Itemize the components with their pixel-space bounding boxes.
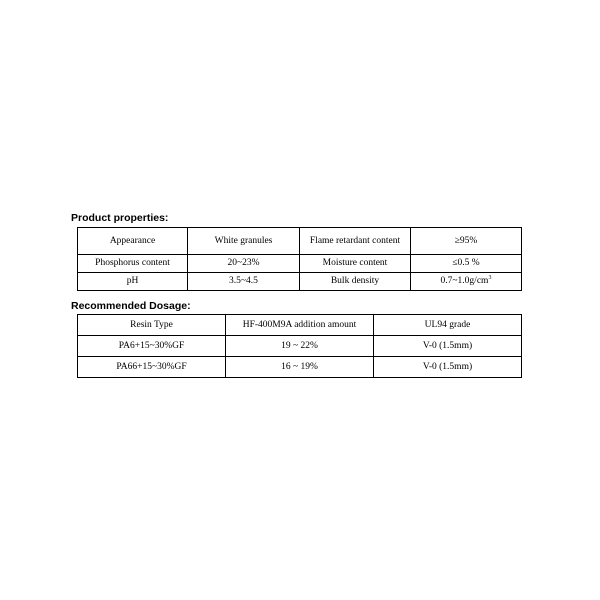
recommended-dosage-table [77,314,522,378]
property-value-moisture-content: ≤0.5 % [411,255,522,273]
table-row [78,357,522,378]
addition-amount-cell: 16 ~ 19% [226,357,374,378]
resin-type-cell: PA6+15~30%GF [78,336,226,357]
property-value-bulk-density [411,273,522,291]
product-properties-heading: Product properties: [71,212,169,224]
property-label-ph: pH [78,273,188,291]
column-header-ul94-grade: UL94 grade [374,315,522,336]
table-row [78,255,522,273]
ul94-grade-cell: V-0 (1.5mm) [374,357,522,378]
resin-type-cell: PA66+15~30%GF [78,357,226,378]
table-row [78,273,522,291]
property-value-appearance: White granules [188,228,300,255]
ul94-grade-cell: V-0 (1.5mm) [374,336,522,357]
table-row [78,336,522,357]
bulk-density-value-text: 0.7~1.0g/cm [440,276,489,286]
bulk-density-superscript: 3 [488,274,492,281]
property-value-ph: 3.5~4.5 [188,273,300,291]
property-label-moisture-content: Moisture content [300,255,411,273]
column-header-addition-amount: HF-400M9A addition amount [226,315,374,336]
table-row [78,228,522,255]
property-label-appearance: Appearance [78,228,188,255]
table-header-row [78,315,522,336]
property-label-flame-retardant-content: Flame retardant content [300,228,411,255]
property-value-phosphorus-content: 20~23% [188,255,300,273]
property-label-phosphorus-content: Phosphorus content [78,255,188,273]
product-properties-table [77,227,522,291]
addition-amount-cell: 19 ~ 22% [226,336,374,357]
recommended-dosage-heading: Recommended Dosage: [71,300,191,312]
property-value-flame-retardant-content: ≥95% [411,228,522,255]
property-label-bulk-density: Bulk density [300,273,411,291]
column-header-resin-type: Resin Type [78,315,226,336]
